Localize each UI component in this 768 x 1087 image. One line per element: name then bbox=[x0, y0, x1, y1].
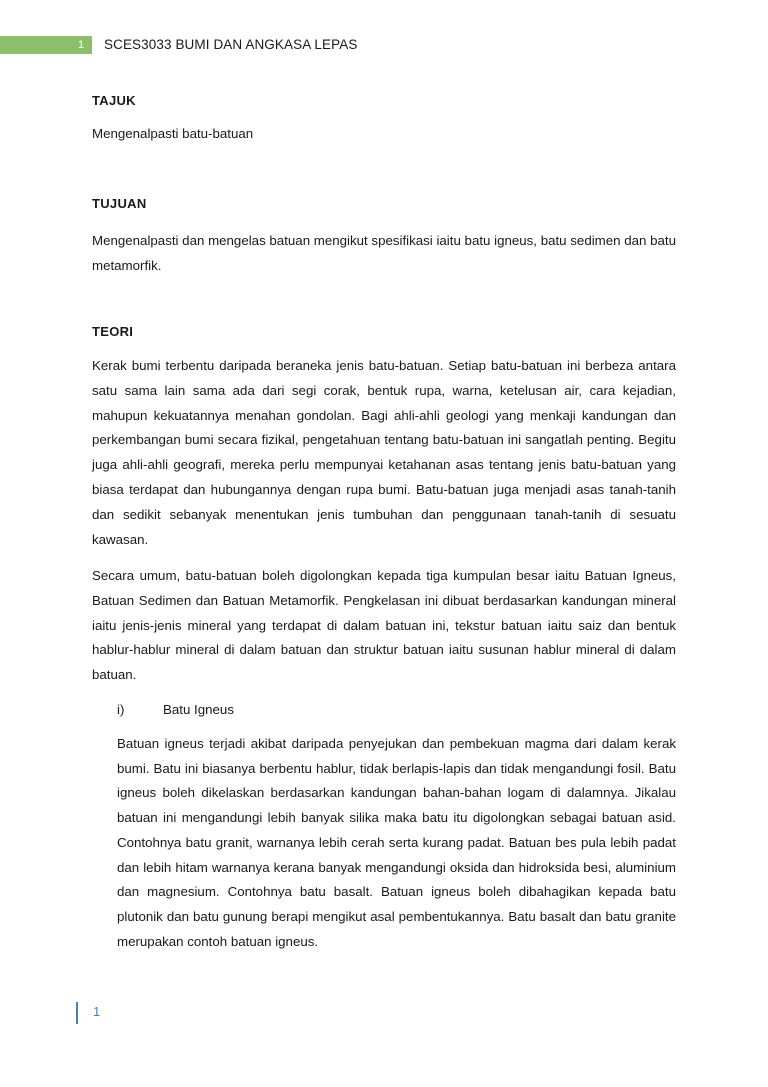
page-header bbox=[0, 36, 768, 54]
footer-page-number: 1 bbox=[93, 1004, 101, 1019]
batu-igneus-text: Batuan igneus terjadi akibat daripada penyejukan dan pembekuan magma dari dalam kerak bumi. Batu ini biasanya berbentu hablur, tidak berlapis-lapis dan tidak mengandungi fosil. Batu igneus boleh dikelaskan berdasarkan kandungan bahan-bahan logam di dalamnya. Jikalau batuan ini mengandungi lebih banyak silika maka batu itu digolongkan sebagai batuan asid. Contohnya batu granit, warnanya lebih cerah serta kurang padat. Batuan bes pula lebih padat dan lebih hitam warnanya kerana banyak mengandungi oksida dan hidroksida besi, aluminium dan magnesium. Contohnya batu basalt. Batuan igneus boleh dibahagikan kepada batu plutonik dan batu gunung berapi mengikut asal pembentukannya. Batu basalt dan batu granite merupakan contoh batuan igneus. bbox=[117, 736, 676, 949]
footer-accent-bar bbox=[76, 1002, 78, 1024]
tujuan-text: Mengenalpasti dan mengelas batuan mengikut spesifikasi iaitu batu igneus, batu sedimen dan batu metamorfik. bbox=[92, 233, 676, 273]
tajuk-text: Mengenalpasti batu-batuan bbox=[92, 126, 254, 141]
teori-paragraph-2: Secara umum, batu-batuan boleh digolongkan kepada tiga kumpulan besar iaitu Batuan Igneus, Batuan Sedimen dan Batuan Metamorfik. Pengkelasan ini dibuat berdasarkan kandungan mineral iaitu jenis-jenis mineral yang terdapat di dalam batuan ini, tekstur batuan iaitu saiz dan bentuk hablur-hablur mineral di dalam batuan dan struktur batuan iaitu susunan hablur mineral di dalam batuan. bbox=[92, 568, 676, 683]
list-item-title: Batu Igneus bbox=[163, 702, 234, 717]
header-title: SCES3033 BUMI DAN ANGKASA LEPAS bbox=[104, 37, 358, 52]
heading-tajuk: TAJUK bbox=[92, 93, 136, 108]
header-page-number: 1 bbox=[78, 39, 85, 51]
heading-teori: TEORI bbox=[92, 324, 134, 339]
list-item-marker: i) bbox=[117, 702, 125, 717]
teori-paragraph-1: Kerak bumi terbentu daripada beraneka jenis batu-batuan. Setiap batu-batuan ini berbeza antara satu sama lain sama ada dari segi corak, bentuk rupa, warna, ketelusan air, cara kejadian, mahupun kekuatannya menahan gondolan. Bagi ahli-ahli geologi yang menkaji kandungan dan perkembangan bumi secara fizikal, pengetahuan tentang batu-batuan ini sangatlah penting. Begitu juga ahli-ahli geografi, mereka perlu mempunyai ketahanan asas tentang jenis batu-batuan yang biasa terdapat dan hubungannya dengan rupa bumi. Batu-batuan juga menjadi asas tanah-tanih dan sedikit sebanyak menentukan jenis tumbuhan dan penggunaan tanah-tanih di sesuatu kawasan. bbox=[92, 358, 676, 547]
heading-tujuan: TUJUAN bbox=[92, 196, 147, 211]
